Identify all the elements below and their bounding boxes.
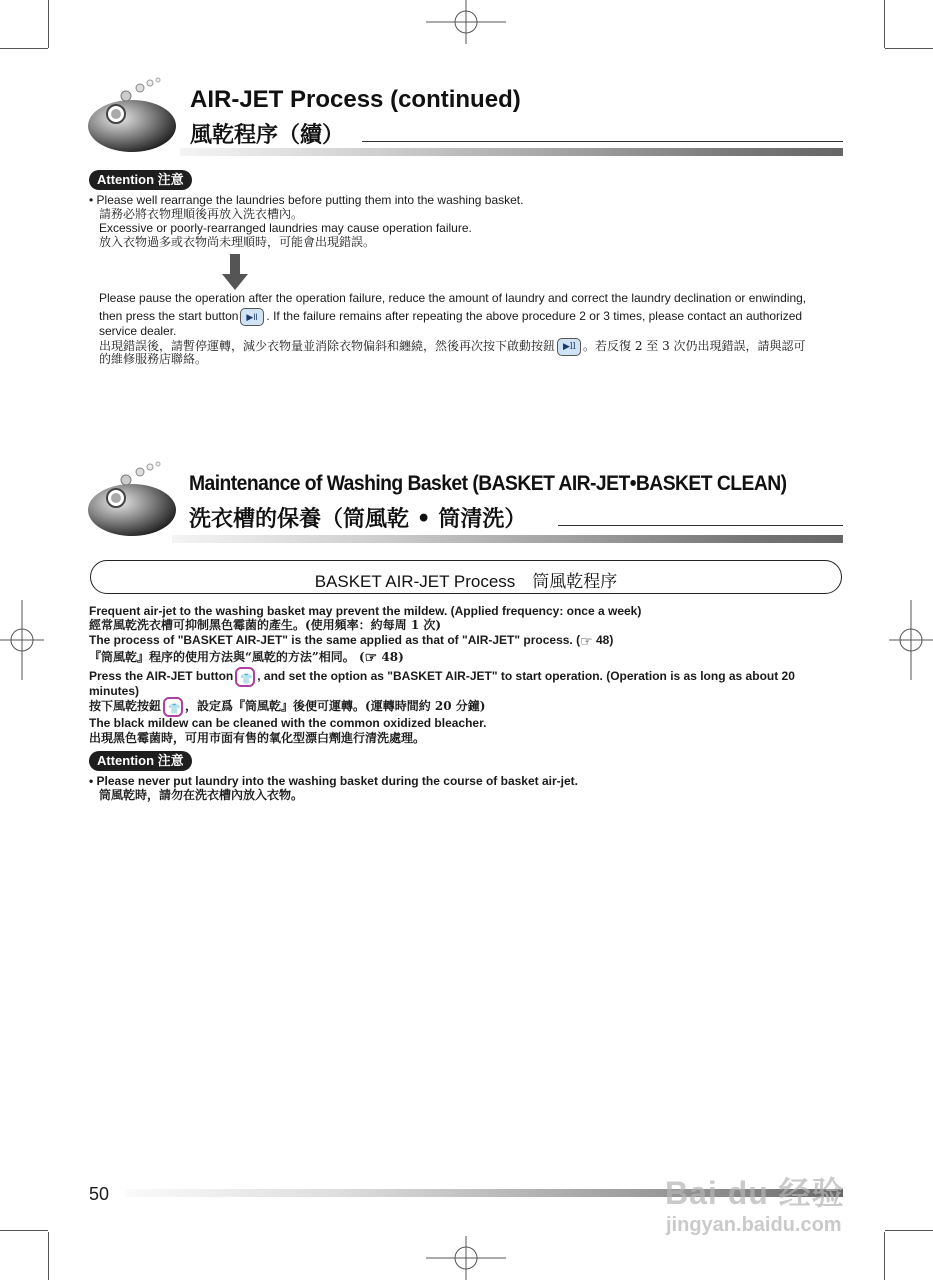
section-title-zh: 風乾程序（續） xyxy=(190,122,345,148)
bubble-disc-icon xyxy=(88,76,183,156)
crop-mark xyxy=(885,48,933,49)
process-heading-box xyxy=(90,560,842,594)
body-segment: , and set the option as "BASKET AIR-JET" to start operation. (Operation is as long as about 20 xyxy=(257,669,795,683)
registration-mark-icon xyxy=(889,600,933,680)
body-segment: The process of "BASKET AIR-JET" is the same applied as that of "AIR-JET" process. ( xyxy=(89,633,581,647)
instruction-segment: . If the failure remains after repeating the above procedure 2 or 3 times, please contact an authorized xyxy=(266,309,803,323)
process-heading: BASKET AIR-JET Process 筒風乾程序 xyxy=(314,572,618,591)
title-underline xyxy=(362,141,843,142)
attention-text: 放入衣物過多或衣物尚未理順時，可能會出現錯誤。 xyxy=(99,235,376,249)
body-text xyxy=(89,666,795,687)
header-bar xyxy=(172,535,843,543)
body-segment: ，設定爲『筒風乾』後便可運轉。(運轉時間約 20 分鐘) xyxy=(185,699,486,713)
watermark-url: jingyan.baidu.com xyxy=(666,1214,842,1236)
body-text: The black mildew can be cleaned with the common oxidized bleacher. xyxy=(89,716,487,730)
attention-text: • Please never put laundry into the washing basket during the course of basket air-jet. xyxy=(89,774,578,788)
instruction-segment: then press the start button xyxy=(99,309,239,323)
body-text: Frequent air-jet to the washing basket may prevent the mildew. (Applied frequency: once a week) xyxy=(89,604,642,618)
instruction-text: Please pause the operation after the operation failure, reduce the amount of laundry and correct the laundry declination or enwinding, xyxy=(99,291,807,305)
crop-mark xyxy=(884,1232,885,1280)
bubble-disc-icon xyxy=(88,460,183,540)
attention-text: • Please well rearrange the laundries before putting them into the washing basket. xyxy=(89,193,524,207)
crop-mark xyxy=(48,0,49,48)
crop-mark xyxy=(0,48,48,49)
attention-badge: Attention 注意 xyxy=(89,751,192,771)
registration-mark-icon xyxy=(0,600,44,680)
play-pause-icon: ▶ll xyxy=(557,338,581,356)
section-title-zh: 洗衣槽的保養（筒風乾 • 筒清洗） xyxy=(189,506,527,532)
pointing-hand-icon: ☞ xyxy=(364,649,378,666)
arrow-down-icon xyxy=(222,254,248,290)
section-title: Maintenance of Washing Basket (BASKET AIR-JET•BASKET CLEAN) xyxy=(189,472,787,495)
watermark-logo: Bai du 经验 xyxy=(665,1175,845,1211)
body-text: minutes) xyxy=(89,684,140,698)
play-pause-icon: ▶ll xyxy=(240,308,264,326)
registration-mark-icon xyxy=(426,1236,506,1280)
page-number: 50 xyxy=(89,1184,110,1204)
page-reference: 48) xyxy=(381,650,404,664)
body-text-zh: 經常風乾洗衣槽可抑制黑色霉菌的產生。(使用頻率：約每周 1 次) xyxy=(89,618,442,632)
shirt-icon: 👕 xyxy=(235,667,255,687)
body-segment: 『筒風乾』程序的使用方法與“風乾的方法”相同。 ( xyxy=(89,650,365,664)
attention-text: 筒風乾時，請勿在洗衣槽內放入衣物。 xyxy=(99,788,304,802)
crop-mark xyxy=(884,0,885,48)
instruction-text: service dealer. xyxy=(99,324,177,338)
crop-mark xyxy=(48,1232,49,1280)
body-text-zh xyxy=(89,696,485,717)
page-reference: 48) xyxy=(596,633,614,647)
crop-mark xyxy=(885,1230,933,1231)
body-segment: Press the AIR-JET button xyxy=(89,669,234,683)
attention-text: Excessive or poorly-rearranged laundries may cause operation failure. xyxy=(99,221,472,235)
body-segment: 按下風乾按鈕 xyxy=(89,699,162,713)
instruction-segment: 出現錯誤後，請暫停運轉，減少衣物量並消除衣物偏斜和纏繞，然後再次按下啟動按鈕 xyxy=(99,339,556,353)
attention-text: 請務必將衣物理順後再放入洗衣槽內。 xyxy=(99,207,304,221)
body-text-zh: 出現黑色霉菌時，可用市面有售的氧化型漂白劑進行清洗處理。 xyxy=(89,731,426,745)
instruction-text xyxy=(99,306,802,326)
title-underline xyxy=(558,525,843,526)
pointing-hand-icon: ☞ xyxy=(580,632,593,649)
body-text xyxy=(89,633,613,648)
instruction-text-zh: 的維修服務店聯絡。 xyxy=(99,352,208,366)
registration-mark-icon xyxy=(426,0,506,44)
shirt-icon: 👕 xyxy=(163,697,183,717)
body-text-zh xyxy=(89,650,404,665)
header-bar xyxy=(180,148,843,156)
instruction-segment: 。若反復 2 至 3 次仍出現錯誤，請與認可 xyxy=(583,339,806,353)
attention-badge: Attention 注意 xyxy=(89,170,192,190)
crop-mark xyxy=(0,1230,48,1231)
section-title: AIR-JET Process (continued) xyxy=(190,86,521,113)
